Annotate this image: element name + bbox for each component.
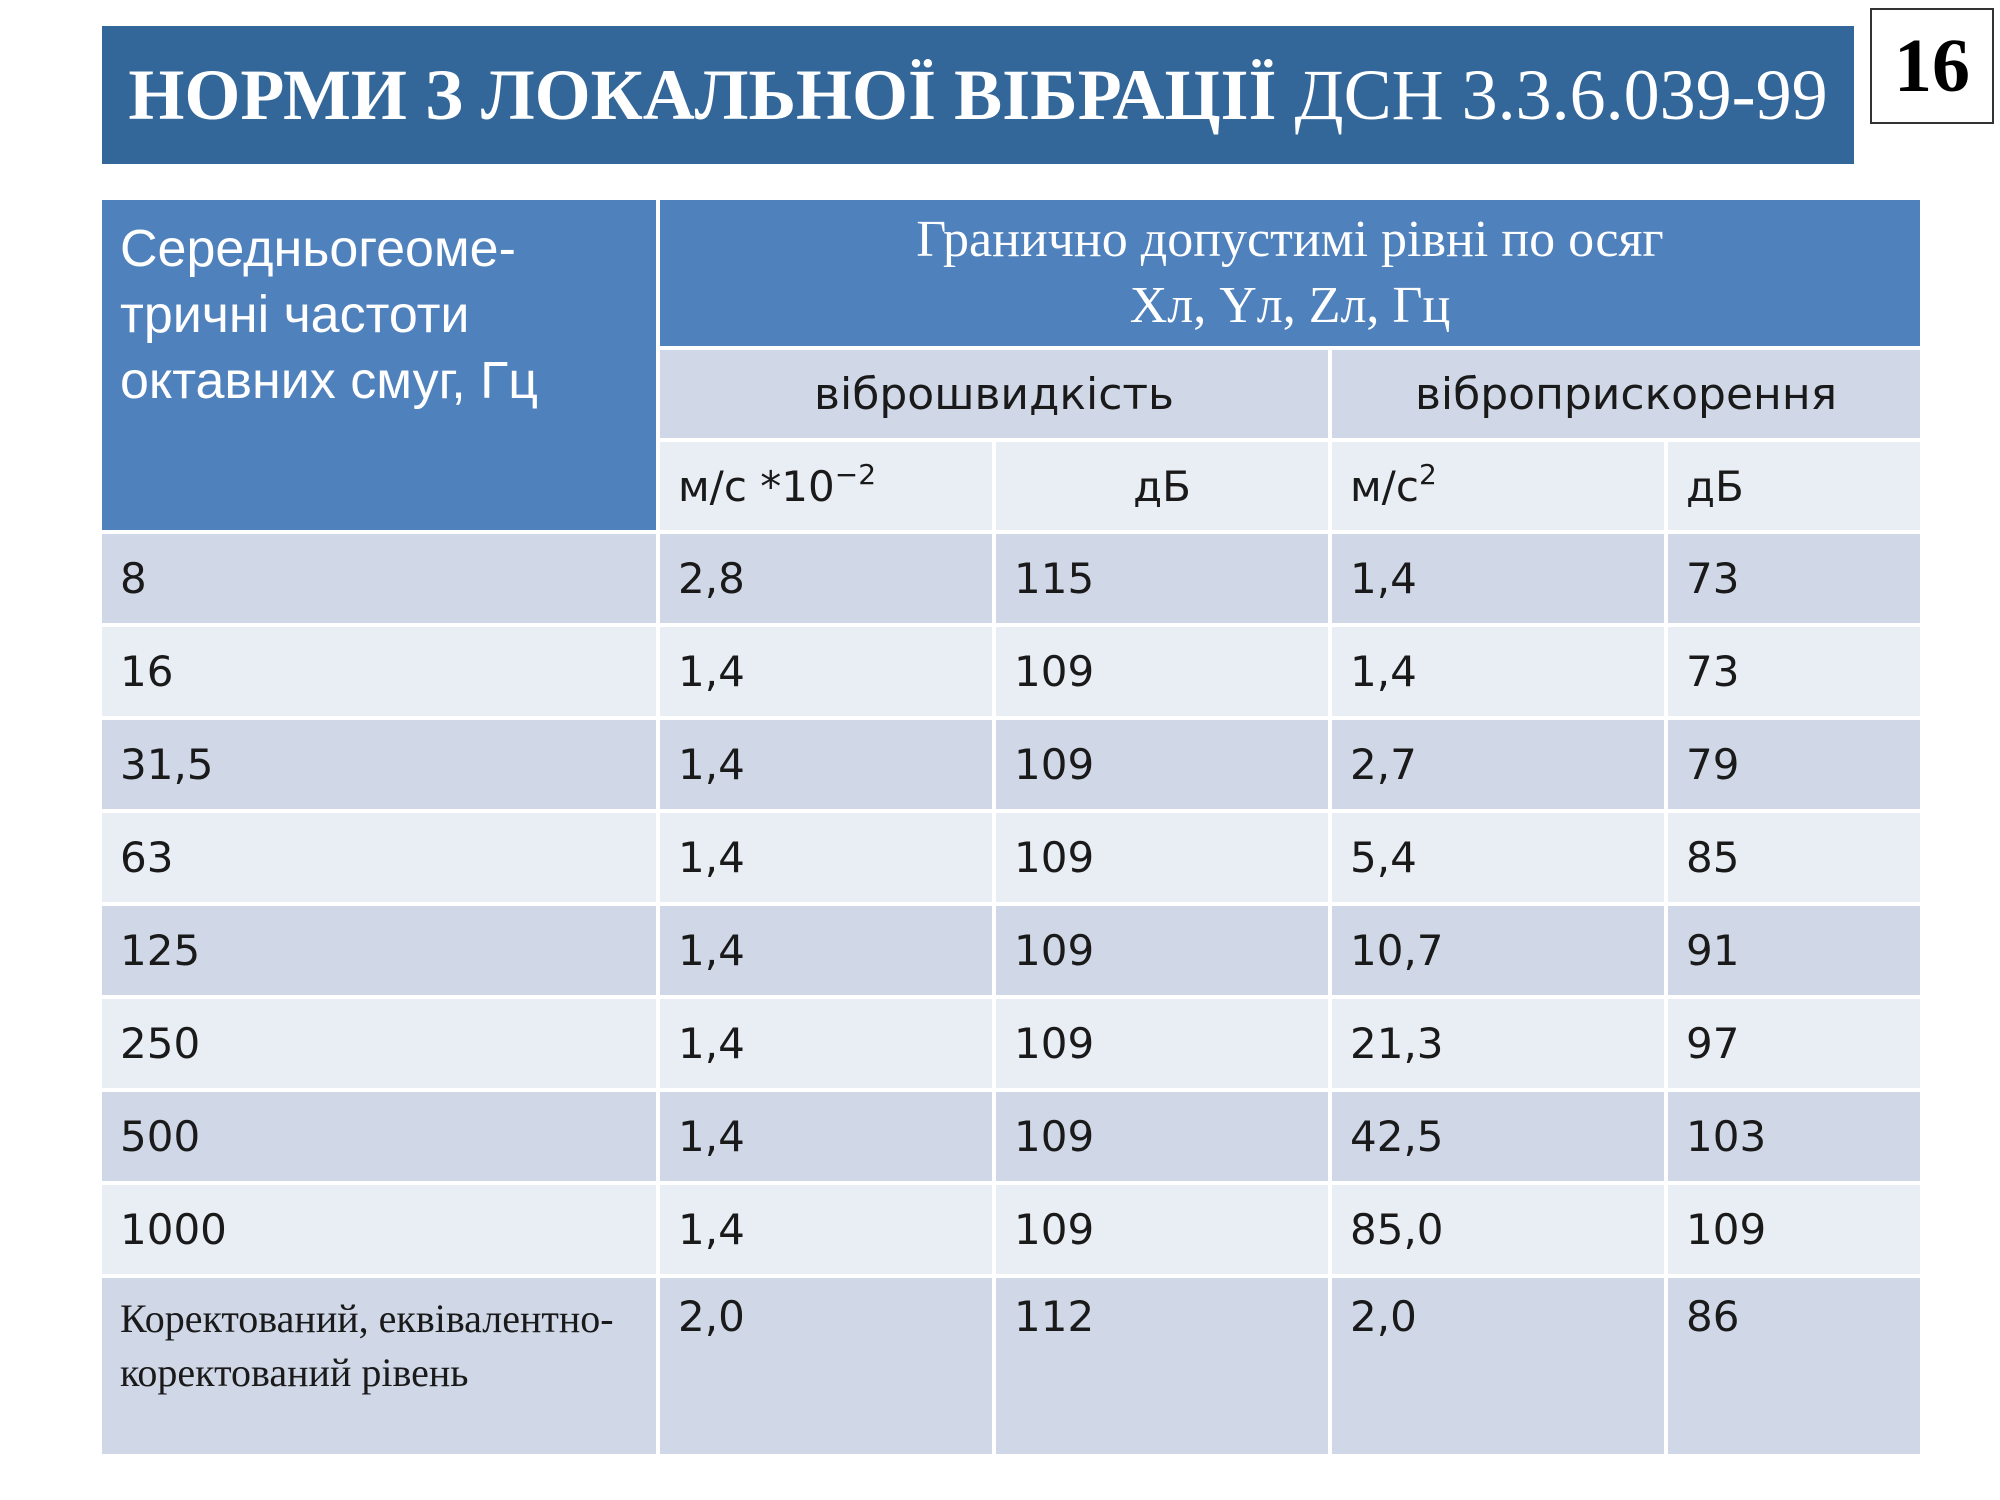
table-row: [102, 534, 1920, 623]
unit-velocity: [660, 442, 992, 530]
cell-velocity-db: 109: [996, 627, 1328, 716]
page-number: 16: [1870, 8, 1994, 124]
cell-frequency: 8: [102, 534, 656, 623]
cell-velocity-ms: 2,8: [660, 534, 992, 623]
unit-acceleration-db: дБ: [1668, 442, 1920, 530]
cell-velocity-db: 109: [996, 720, 1328, 809]
cell-accel-ms2: 2,0: [1332, 1278, 1664, 1454]
cell-accel-ms2: 5,4: [1332, 813, 1664, 902]
table-row: [102, 1278, 1920, 1454]
header-limits-line2: Xл, Yл, Zл, Гц: [1129, 277, 1451, 334]
cell-accel-db: 103: [1668, 1092, 1920, 1181]
cell-velocity-ms: 1,4: [660, 627, 992, 716]
cell-corrected-level-label: Коректований, еквівалентно-коректований рівень: [102, 1278, 656, 1454]
cell-velocity-db: 109: [996, 1092, 1328, 1181]
cell-velocity-ms: 1,4: [660, 906, 992, 995]
cell-accel-ms2: 1,4: [1332, 534, 1664, 623]
cell-frequency: 31,5: [102, 720, 656, 809]
table-row: [102, 720, 1920, 809]
cell-velocity-ms: 1,4: [660, 720, 992, 809]
cell-accel-ms2: 21,3: [1332, 999, 1664, 1088]
cell-accel-ms2: 10,7: [1332, 906, 1664, 995]
cell-accel-ms2: 85,0: [1332, 1185, 1664, 1274]
title-standard-code: ДСН 3.3.6.039-99: [1294, 54, 1828, 135]
cell-accel-ms2: 42,5: [1332, 1092, 1664, 1181]
cell-accel-db: 91: [1668, 906, 1920, 995]
cell-velocity-ms: 1,4: [660, 1185, 992, 1274]
cell-accel-ms2: 1,4: [1332, 627, 1664, 716]
header-limits-line1: Гранично допустимі рівні по осяг: [916, 211, 1664, 268]
header-limits: [660, 200, 1920, 346]
cell-velocity-db: 109: [996, 1185, 1328, 1274]
cell-velocity-db: 109: [996, 813, 1328, 902]
unit-velocity-base: м/с *10: [678, 461, 835, 511]
cell-accel-db: 79: [1668, 720, 1920, 809]
cell-velocity-db: 115: [996, 534, 1328, 623]
cell-frequency: 125: [102, 906, 656, 995]
table-row: [102, 813, 1920, 902]
cell-frequency: 1000: [102, 1185, 656, 1274]
cell-frequency: 16: [102, 627, 656, 716]
cell-frequency: 63: [102, 813, 656, 902]
unit-accel-base: м/с: [1350, 461, 1419, 511]
table-row: [102, 1092, 1920, 1181]
cell-velocity-db: 109: [996, 906, 1328, 995]
header-frequency: Середньогеоме-тричні частоти октавних смуг, Гц: [102, 200, 656, 530]
unit-acceleration: [1332, 442, 1664, 530]
page-title: [128, 54, 1827, 137]
title-bold-part: НОРМИ З ЛОКАЛЬНОЇ ВІБРАЦІЇ: [128, 54, 1277, 135]
table-row: [102, 906, 1920, 995]
cell-accel-db: 73: [1668, 534, 1920, 623]
cell-accel-ms2: 2,7: [1332, 720, 1664, 809]
table-row: [102, 627, 1920, 716]
cell-accel-db: 97: [1668, 999, 1920, 1088]
cell-accel-db: 86: [1668, 1278, 1920, 1454]
cell-velocity-ms: 2,0: [660, 1278, 992, 1454]
cell-accel-db: 109: [1668, 1185, 1920, 1274]
cell-velocity-ms: 1,4: [660, 999, 992, 1088]
cell-accel-db: 85: [1668, 813, 1920, 902]
cell-velocity-ms: 1,4: [660, 1092, 992, 1181]
cell-velocity-db: 109: [996, 999, 1328, 1088]
title-bar: [102, 26, 1854, 164]
cell-frequency: 250: [102, 999, 656, 1088]
cell-velocity-db: 112: [996, 1278, 1328, 1454]
vibration-norms-table: [98, 196, 1924, 1458]
cell-velocity-ms: 1,4: [660, 813, 992, 902]
header-acceleration: віброприскорення: [1332, 350, 1920, 438]
cell-frequency: 500: [102, 1092, 656, 1181]
table-row: [102, 999, 1920, 1088]
unit-velocity-exp: −2: [834, 457, 877, 491]
cell-accel-db: 73: [1668, 627, 1920, 716]
unit-velocity-db: дБ: [996, 442, 1328, 530]
table-row: [102, 1185, 1920, 1274]
unit-accel-exp: 2: [1418, 457, 1437, 491]
header-velocity: віброшвидкість: [660, 350, 1328, 438]
